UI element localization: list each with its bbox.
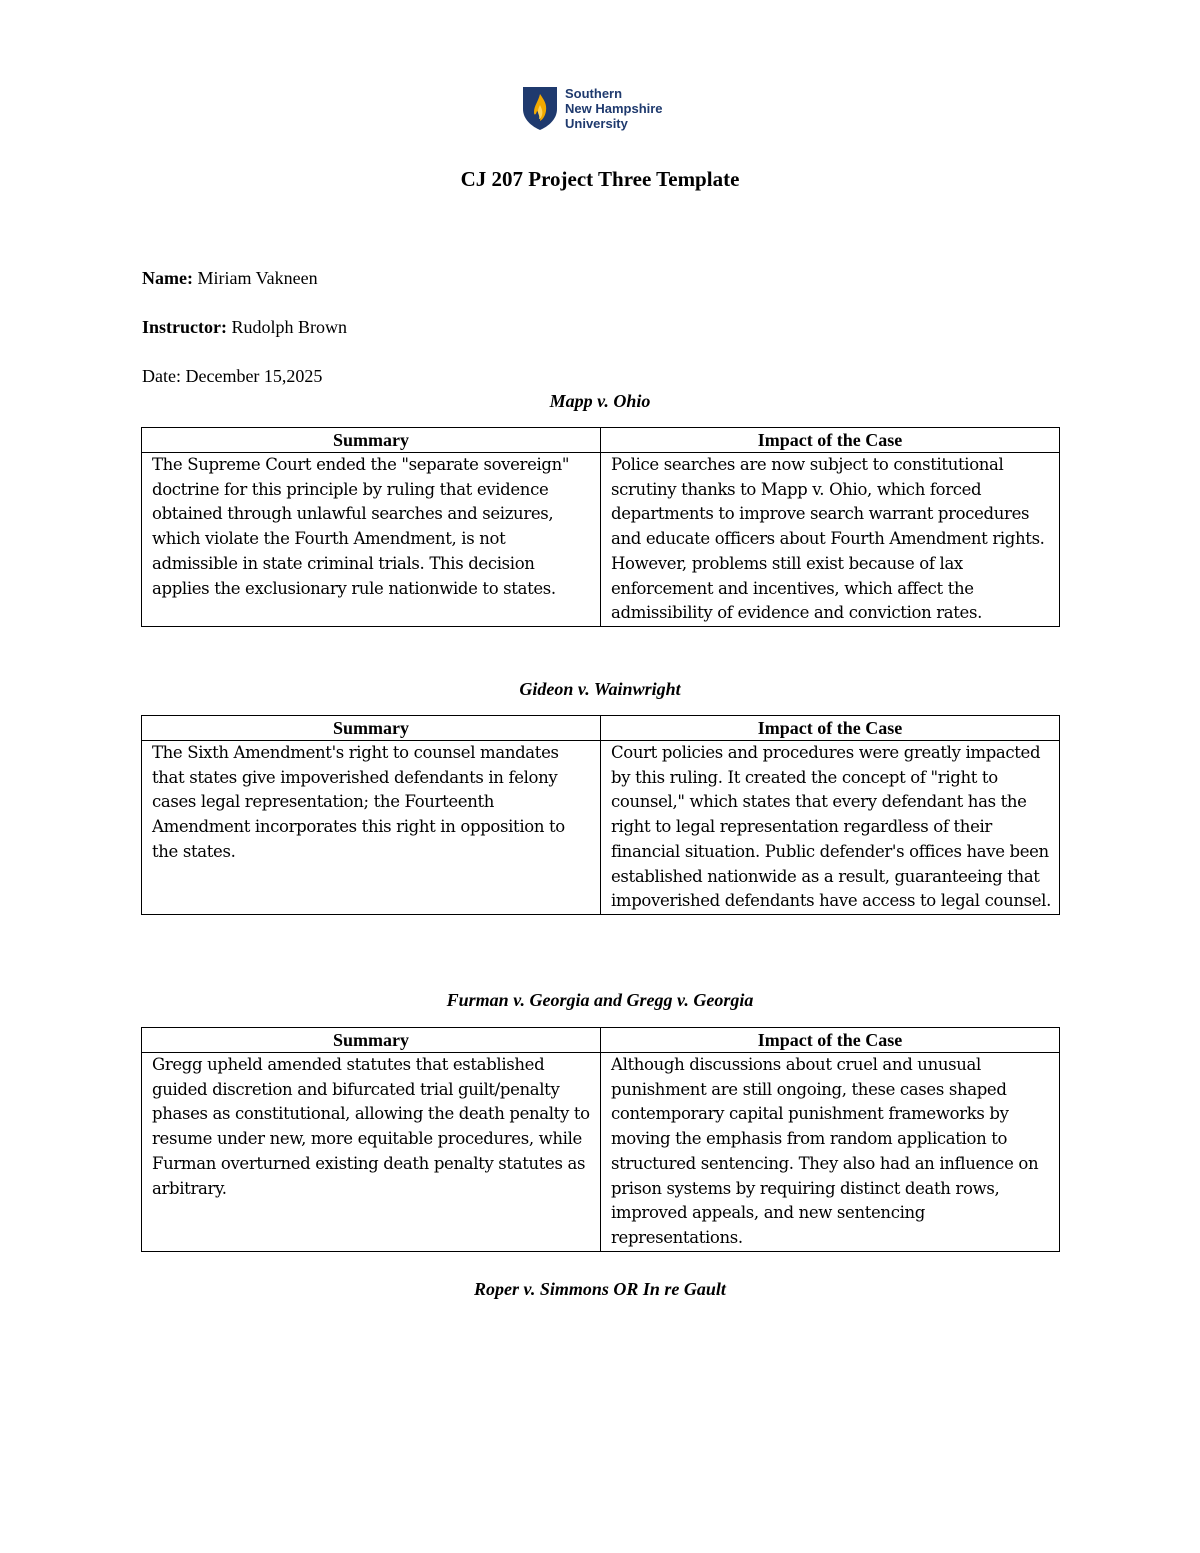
impact-header: Impact of the Case <box>601 1028 1060 1053</box>
case-table-gideon <box>141 715 1060 915</box>
case-table-mapp <box>141 427 1060 627</box>
table-row <box>142 1053 1060 1252</box>
table-row <box>142 741 1060 915</box>
summary-header: Summary <box>142 428 601 453</box>
summary-cell: The Supreme Court ended the "separate sovereign" doctrine for this principle by ruling that evidence obtained through unlawful searches and seizures, which violate the Fourth Amendment, is not admissible in state criminal trials. This decision applies the exclusionary rule nationwide to states. <box>142 453 601 627</box>
impact-header: Impact of the Case <box>601 428 1060 453</box>
summary-cell: The Sixth Amendment's right to counsel mandates that states give impoverished defendants in felony cases legal representation; the Fourteenth Amendment incorporates this right in opposition to the states. <box>142 741 601 915</box>
table-header-row <box>142 428 1060 453</box>
impact-header: Impact of the Case <box>601 716 1060 741</box>
case-heading-furman-gregg: Furman v. Georgia and Gregg v. Georgia <box>446 990 754 1010</box>
impact-cell: Police searches are now subject to constitutional scrutiny thanks to Mapp v. Ohio, which forced departments to improve search warrant procedures and educate officers about Fourth Amendment rights. However, problems still exist because of lax enforcement and incentives, which affect the admissibility of evidence and conviction rates. <box>601 453 1060 627</box>
instructor-value: Rudolph Brown <box>226 317 347 337</box>
name-value: Miriam Vakneen <box>192 268 318 288</box>
table-header-row <box>142 716 1060 741</box>
case-heading-roper-gault: Roper v. Simmons OR In re Gault <box>474 1279 726 1299</box>
case-table-furman-gregg <box>141 1027 1060 1252</box>
table-row <box>142 453 1060 627</box>
instructor-label: Instructor: <box>142 317 227 337</box>
summary-header: Summary <box>142 716 601 741</box>
logo-wordmark <box>565 86 663 131</box>
case-heading-mapp: Mapp v. Ohio <box>549 391 651 411</box>
case-heading-gideon: Gideon v. Wainwright <box>519 679 681 699</box>
table-header-row <box>142 1028 1060 1053</box>
impact-cell: Although discussions about cruel and unusual punishment are still ongoing, these cases shaped contemporary capital punishment frameworks by moving the emphasis from random application to structured sentencing. They also had an influence on prison systems by requiring distinct death rows, improved appeals, and new sentencing representations. <box>601 1053 1060 1252</box>
instructor-line <box>142 317 347 338</box>
name-line <box>142 268 318 289</box>
date-line: Date: December 15,2025 <box>142 366 323 386</box>
shield-flame-icon <box>521 85 559 131</box>
logo-line-2: New Hampshire <box>565 100 663 116</box>
impact-cell: Court policies and procedures were greatly impacted by this ruling. It created the concept of "right to counsel," which states that every defendant has the right to legal representation regardless of their financial situation. Public defender's offices have been established nationwide as a result, guaranteeing that impoverished defendants have access to legal counsel. <box>601 741 1060 915</box>
university-logo <box>521 85 663 131</box>
summary-header: Summary <box>142 1028 601 1053</box>
logo-line-1: Southern <box>565 85 623 101</box>
summary-cell: Gregg upheld amended statutes that established guided discretion and bifurcated trial guilt/penalty phases as constitutional, allowing the death penalty to resume under new, more equitable procedures, while Furman overturned existing death penalty statutes as arbitrary. <box>142 1053 601 1252</box>
logo-line-3: University <box>565 115 628 131</box>
page-title: CJ 207 Project Three Template <box>460 167 740 191</box>
name-label: Name: <box>142 268 193 288</box>
